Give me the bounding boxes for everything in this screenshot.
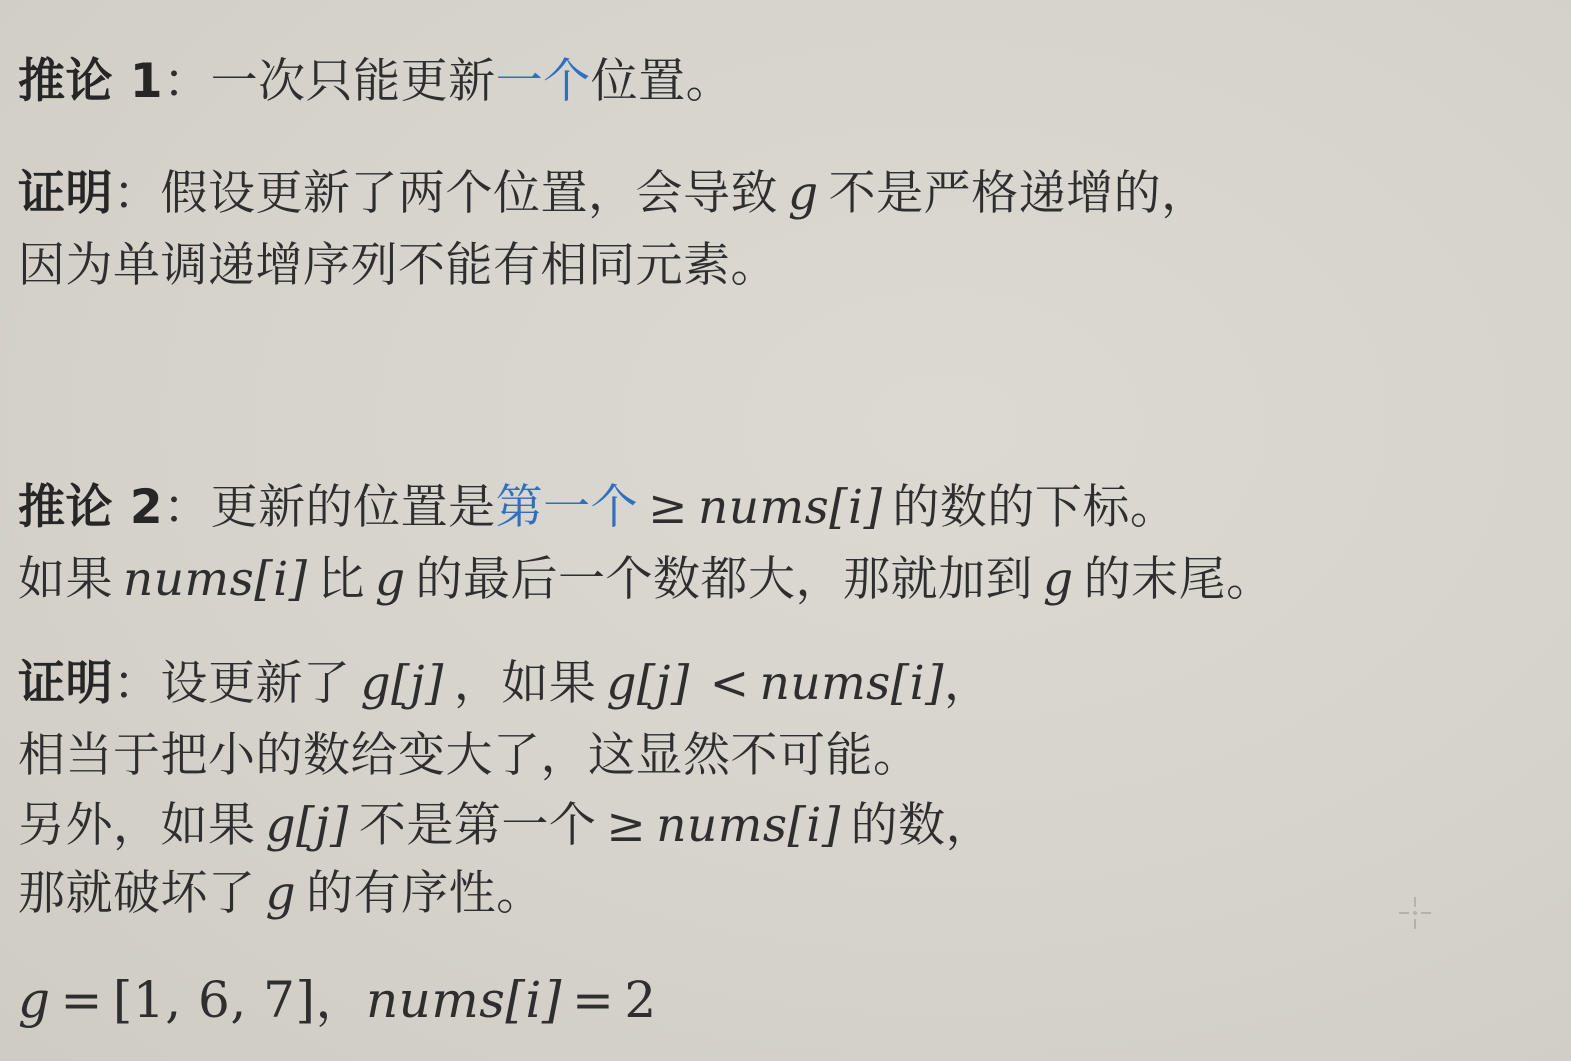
corollary-2-line2-nums-i: nums[i] — [123, 552, 308, 607]
corollary-1-sep: ： — [163, 54, 211, 109]
example-value: 2 — [624, 971, 657, 1029]
proof-2-l3-c: 的数， — [850, 798, 994, 853]
example-g: g — [18, 971, 51, 1029]
proof-2-line-4 — [18, 864, 544, 924]
corollary-2-text-a: 更新的位置是 — [210, 480, 496, 535]
crosshair-icon — [1395, 893, 1435, 933]
example-eq-2: = — [571, 971, 615, 1029]
corollary-1-text-b: 位置。 — [590, 54, 734, 109]
proof-1-label: 证明 — [18, 166, 113, 221]
corollary-2-line-2 — [18, 550, 1274, 610]
corollary-1 — [18, 52, 733, 112]
proof-2-l1-gj: g[j] — [360, 656, 444, 711]
corollary-2-line2-d: 的末尾。 — [1083, 552, 1274, 607]
proof-1-g: g — [788, 166, 819, 221]
proof-2-line-1 — [18, 654, 992, 714]
corollary-2-line-1 — [18, 478, 1187, 538]
proof-2-line-2 — [18, 726, 921, 786]
proof-2-l1-c: ， — [944, 656, 992, 711]
proof-2-l1-gj2: g[j] — [606, 656, 690, 711]
example-nums-i: nums[i] — [365, 971, 562, 1029]
corollary-2-line2-c: 的最后一个数都大，那就加到 — [415, 552, 1034, 607]
corollary-2-line2-g2: g — [1043, 552, 1074, 607]
proof-2-l1-lt: < — [709, 656, 750, 711]
corollary-2-highlight: 第一个 — [495, 480, 639, 535]
corollary-1-label: 推论 1 — [18, 54, 164, 109]
corollary-2-line2-g: g — [374, 552, 406, 607]
example-comma: ， — [315, 971, 366, 1029]
proof-1-line-2 — [18, 236, 778, 296]
proof-2-l3-nums-i: nums[i] — [656, 798, 841, 853]
proof-1-sep: ： — [113, 166, 161, 221]
corollary-2-text-b: 的数的下标。 — [892, 480, 1178, 535]
proof-2-l2: 相当于把小的数给变大了，这显然不可能。 — [18, 728, 921, 783]
corollary-1-text-a: 一次只能更新 — [210, 54, 496, 109]
example-list: [1, 6, 7] — [112, 971, 316, 1029]
corollary-2-line2-a: 如果 — [18, 552, 113, 607]
proof-1-line-1 — [18, 164, 1209, 224]
proof-2-l1-nums-i: nums[i] — [759, 656, 945, 711]
proof-2-l1-b: ，如果 — [453, 656, 597, 711]
proof-2-l3-a: 另外，如果 — [18, 798, 256, 853]
corollary-2-geq: ≥ — [648, 480, 688, 535]
proof-2-sep: ： — [113, 656, 161, 711]
slide — [18, 0, 1558, 1061]
proof-2-label: 证明 — [18, 656, 113, 711]
proof-1-text-a: 假设更新了两个位置，会导致 — [160, 166, 778, 221]
corollary-2-sep: ： — [163, 480, 211, 535]
proof-2-l4-a: 那就破坏了 — [18, 866, 256, 921]
corollary-1-highlight: 一个 — [495, 54, 591, 109]
proof-2-l3-geq: ≥ — [606, 798, 647, 853]
example-formula — [18, 970, 657, 1030]
proof-2-l4-g: g — [265, 866, 297, 921]
proof-1-text-b: 不是严格递增的， — [828, 166, 1209, 221]
proof-2-l3-gj: g[j] — [265, 798, 349, 853]
proof-2-l3-b: 不是第一个 — [358, 798, 597, 853]
proof-2-line-3 — [18, 796, 1003, 856]
corollary-2-label: 推论 2 — [18, 480, 164, 535]
proof-2-l1-a: 设更新了 — [160, 656, 351, 711]
example-eq-1: = — [60, 971, 103, 1029]
proof-1-text-c: 因为单调递增序列不能有相同元素。 — [18, 238, 778, 293]
proof-2-l4-b: 的有序性。 — [306, 866, 544, 921]
corollary-2-nums-i: nums[i] — [697, 480, 883, 535]
corollary-2-line2-b: 比 — [317, 552, 365, 607]
